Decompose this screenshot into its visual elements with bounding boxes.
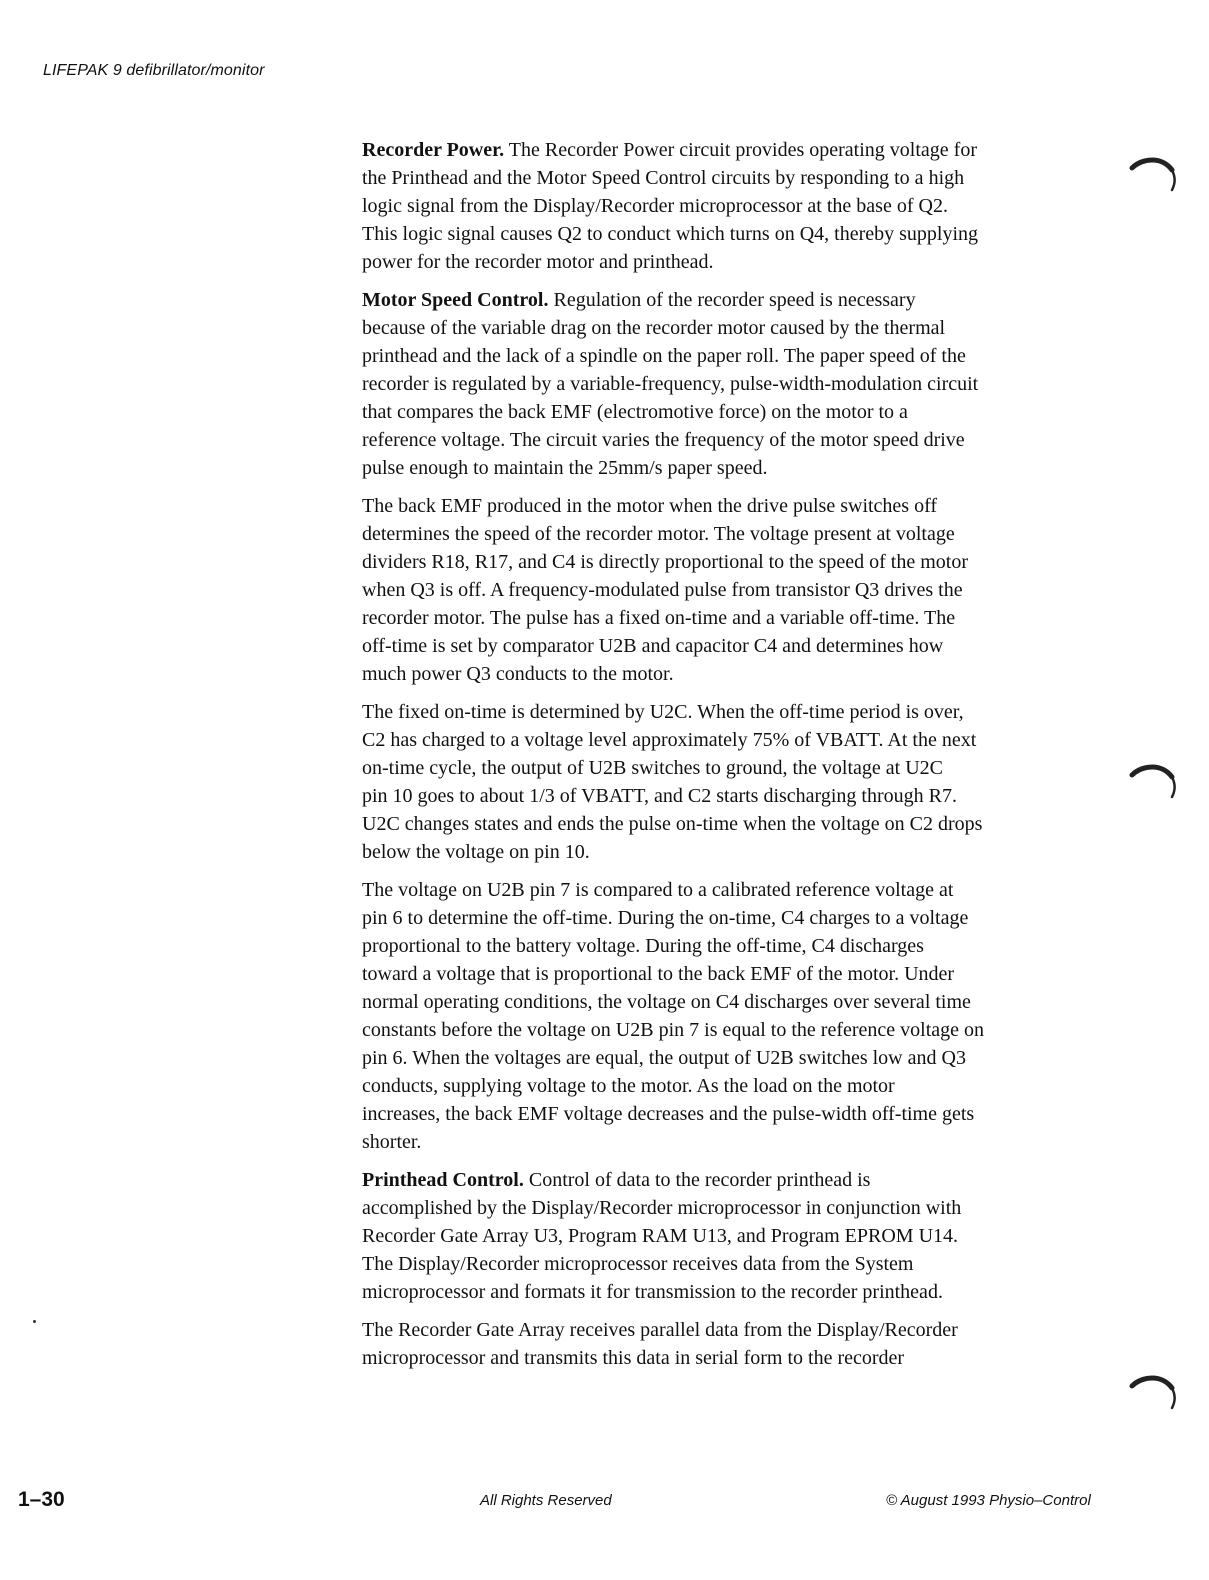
binder-hole-mark-icon (1128, 757, 1180, 801)
paragraph-text: The voltage on U2B pin 7 is compared to a calibrated reference voltage at pin 6 to determine the off-time. During the on-time, C4 charges to a voltage proportional to the battery voltage. During the off-time, C4 discharges toward a voltage that is proportional to the back EMF of the motor. Under normal operating conditions, the voltage on C4 discharges over several time constants before the voltage on U2B pin 7 is equal to the reference voltage on pin 6. When the voltages are equal, the output of U2B switches low and Q3 conducts, supplying voltage to the motor. As the load on the motor increases, the back EMF voltage decreases and the pulse-width off-time gets shorter. (362, 879, 985, 1153)
paragraph-text: The Recorder Power circuit provides operating voltage for the Printhead and the Motor Speed Control circuits by responding to a high logic signal from the Display/Recorder microprocessor at the base of Q2. This logic signal causes Q2 to conduct which turns on Q4, thereby supplying power for the recorder motor and printhead. (362, 139, 979, 273)
paragraph-fixed-on-time (362, 698, 1052, 866)
paragraph-u2b-voltage (362, 876, 1052, 1156)
paragraph-recorder-power (362, 136, 1052, 276)
binder-hole-mark-icon (1128, 1368, 1180, 1412)
running-header: LIFEPAK 9 defibrillator/monitor (43, 62, 265, 79)
scan-speck (33, 1320, 36, 1323)
run-in-heading: Motor Speed Control. (362, 289, 549, 311)
paragraph-text: The Recorder Gate Array receives parallel data from the Display/Recorder microprocessor and transmits this data in serial form to the recorder (362, 1319, 958, 1369)
binder-hole-mark-icon (1128, 150, 1180, 194)
run-in-heading: Recorder Power. (362, 139, 505, 161)
page-number: 1–30 (18, 1488, 65, 1511)
run-in-heading: Printhead Control. (362, 1169, 524, 1191)
copyright-notice: © August 1993 Physio–Control (886, 1492, 1091, 1509)
paragraph-motor-speed-control (362, 286, 1052, 482)
paragraph-text: Regulation of the recorder speed is necessary because of the variable drag on the recorder motor caused by the thermal printhead and the lack of a spindle on the paper roll. The paper speed of the recorder is regulated by a variable-frequency, pulse-width-modulation circuit that compares the back EMF (electromotive force) on the motor to a reference voltage. The circuit varies the frequency of the motor speed drive pulse enough to maintain the 25mm/s paper speed. (362, 289, 979, 479)
paragraph-back-emf (362, 492, 1052, 688)
body-text (362, 136, 1052, 1382)
paragraph-text: The back EMF produced in the motor when the drive pulse switches off determines the speed of the recorder motor. The voltage present at voltage dividers R18, R17, and C4 is directly proportional to the speed of the motor when Q3 is off. A frequency-modulated pulse from transistor Q3 drives the recorder motor. The pulse has a fixed on-time and a variable off-time. The off-time is set by comparator U2B and capacitor C4 and determines how much power Q3 conducts to the motor. (362, 495, 969, 685)
paragraph-gate-array (362, 1316, 1052, 1372)
rights-notice: All Rights Reserved (480, 1492, 612, 1509)
paragraph-text: Control of data to the recorder printhead is accomplished by the Display/Recorder microprocessor in conjunction with Recorder Gate Array U3, Program RAM U13, and Program EPROM U14. The Display/Recorder microprocessor receives data from the System microprocessor and formats it for transmission to the recorder printhead. (362, 1169, 962, 1303)
paragraph-text: The fixed on-time is determined by U2C. When the off-time period is over, C2 has charged to a voltage level approximately 75% of VBATT. At the next on-time cycle, the output of U2B switches to ground, the voltage at U2C pin 10 goes to about 1/3 of VBATT, and C2 starts discharging through R7. U2C changes states and ends the pulse on-time when the voltage on C2 drops below the voltage on pin 10. (362, 701, 983, 863)
paragraph-printhead-control (362, 1166, 1052, 1306)
